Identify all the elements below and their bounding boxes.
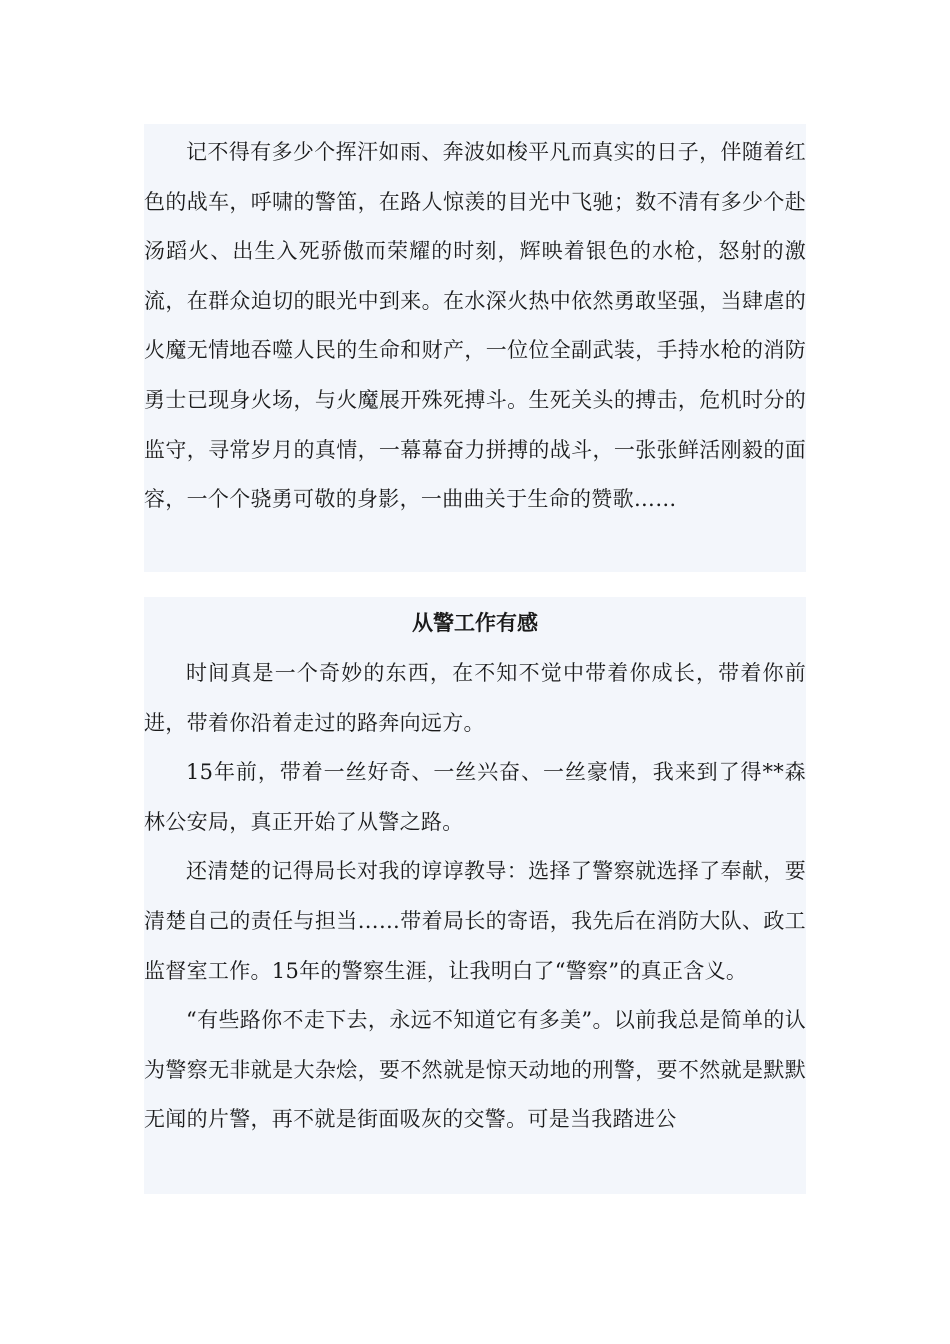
text-block-essay — [144, 597, 806, 1194]
paragraph: 时间真是一个奇妙的东西，在不知不觉中带着你成长，带着你前进，带着你沿着走过的路奔向远方。 — [144, 661, 806, 735]
paragraph: 记不得有多少个挥汗如雨、奔波如梭平凡而真实的日子，伴随着红色的战车，呼啸的警笛，在路人惊羡的目光中飞驰；数不清有多少个赴汤蹈火、出生入死骄傲而荣耀的时刻，辉映着银色的水枪，怒射的激流，在群众迫切的眼光中到来。在水深火热中依然勇敢坚强，当肆虐的火魔无情地吞噬人民的生命和财产，一位位全副武装，手持水枪的消防勇士已现身火场，与火魔展开殊死搏斗。生死关头的搏击，危机时分的监守，寻常岁月的真情，一幕幕奋力拼搏的战斗，一张张鲜活刚毅的面容，一个个骁勇可敬的身影，一曲曲关于生命的赞歌…… — [144, 140, 806, 512]
paragraph: 15年前，带着一丝好奇、一丝兴奋、一丝豪情，我来到了得**森林公安局，真正开始了从警之路。 — [144, 760, 806, 834]
essay-title: 从警工作有感 — [412, 611, 538, 635]
paragraph: “有些路你不走下去，永远不知道它有多美”。以前我总是简单的认为警察无非就是大杂烩，要不然就是惊天动地的刑警，要不然就是默默无闻的片警，再不就是街面吸灰的交警。可是当我踏进公 — [144, 1008, 806, 1132]
paragraph: 还清楚的记得局长对我的谆谆教导：选择了警察就选择了奉献，要清楚自己的责任与担当……带着局长的寄语，我先后在消防大队、政工监督室工作。15年的警察生涯，让我明白了“警察”的真正含义。 — [144, 859, 806, 983]
text-block-firefighters — [144, 124, 806, 572]
